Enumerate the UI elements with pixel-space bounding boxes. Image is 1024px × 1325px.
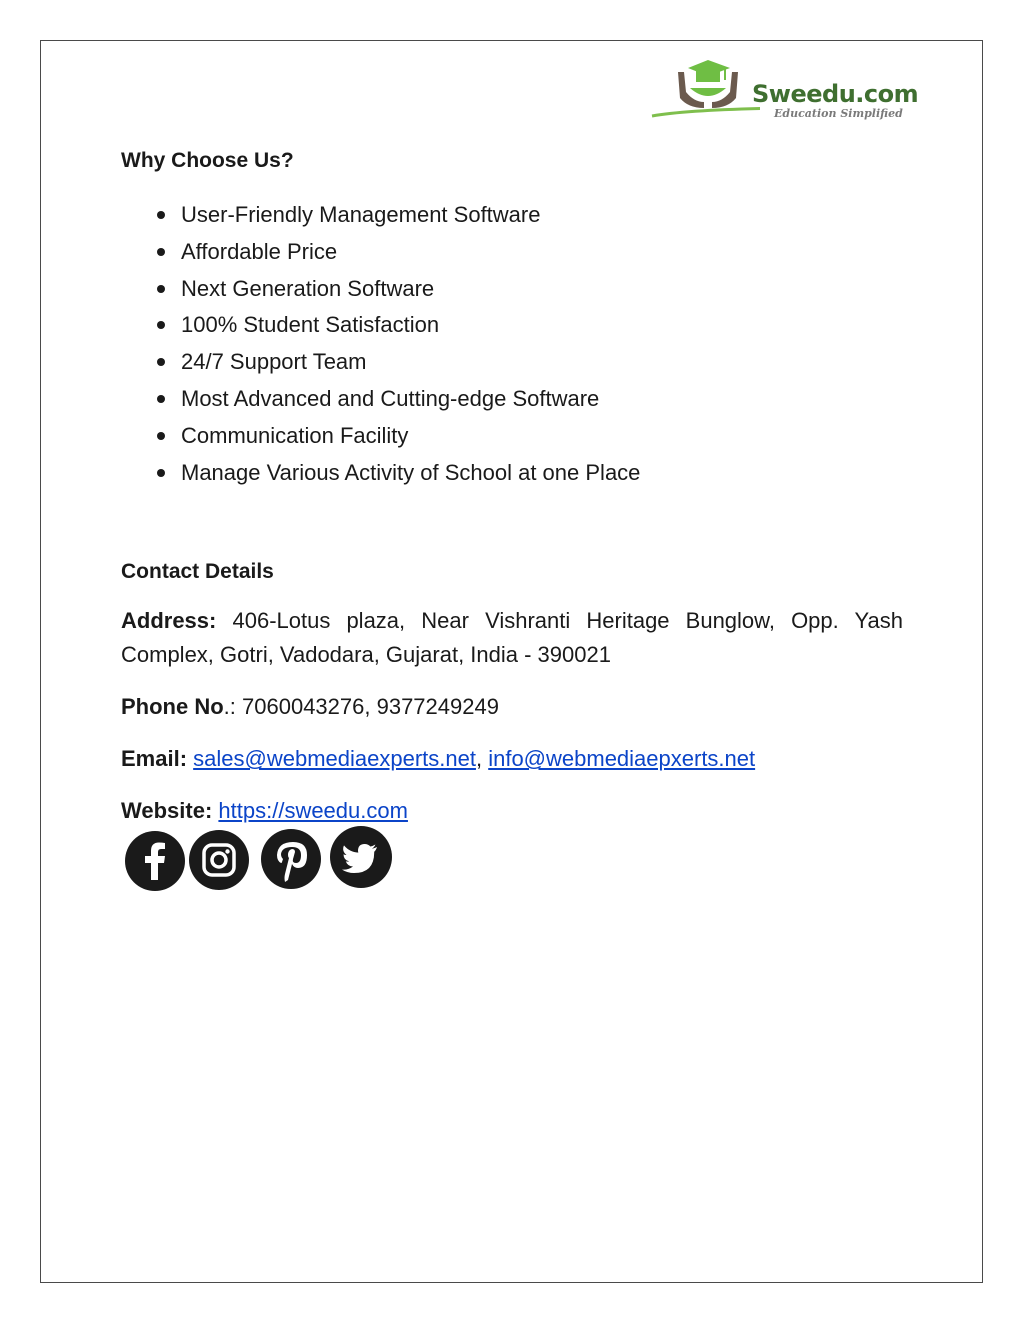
why-choose-heading: Why Choose Us? — [121, 149, 294, 172]
list-item-text: User-Friendly Management Software — [181, 202, 541, 227]
website-label: Website: — [121, 798, 213, 824]
website-link[interactable]: https://sweedu.com — [218, 798, 408, 824]
bullet-icon — [157, 432, 165, 440]
phone-label: Phone No — [121, 694, 224, 720]
bullet-icon — [157, 358, 165, 366]
list-item — [157, 455, 903, 492]
contact-details-heading: Contact Details — [121, 560, 274, 584]
address-line — [121, 604, 903, 672]
list-item — [157, 234, 903, 271]
bullet-icon — [157, 469, 165, 477]
list-item-text: Most Advanced and Cutting-edge Software — [181, 385, 600, 411]
logo-tagline: Education Simplified — [774, 107, 903, 120]
list-item-text: Affordable Price — [181, 238, 338, 264]
bullet-icon — [157, 248, 165, 256]
website-line — [121, 794, 903, 828]
graduation-cap-hands-icon — [650, 58, 760, 122]
list-item — [157, 307, 903, 344]
facebook-icon[interactable] — [124, 830, 186, 892]
logo-brand-text: Sweedu.com — [752, 80, 919, 108]
bullet-icon — [157, 395, 165, 403]
phone-value: 7060043276, 9377249249 — [242, 694, 499, 720]
list-item-text: 24/7 Support Team — [181, 349, 367, 375]
pinterest-icon[interactable] — [260, 828, 322, 890]
list-item-text: Communication Facility — [181, 422, 409, 448]
bullet-icon — [157, 321, 165, 329]
email-line — [121, 742, 903, 776]
address-value: 406-Lotus plaza, Near Vishranti Heritage Bunglow, Opp. Yash Complex, Gotri, Vadodara, Gujarat, India - 390021 — [121, 608, 903, 668]
instagram-icon[interactable] — [188, 829, 250, 891]
email-link-sales[interactable]: sales@webmediaexperts.net — [193, 746, 476, 772]
email-separator: , — [475, 746, 489, 772]
features-list — [121, 197, 903, 491]
email-label: Email: — [121, 746, 188, 772]
list-item-text: 100% Student Satisfaction — [181, 312, 440, 338]
bullet-icon — [157, 285, 165, 293]
list-item — [157, 418, 903, 455]
social-icons — [124, 825, 404, 891]
email-link-info[interactable]: info@webmediaepxerts.net — [488, 746, 756, 772]
list-item — [157, 344, 903, 381]
phone-separator: .: — [223, 694, 243, 720]
sweedu-logo[interactable] — [650, 58, 919, 122]
list-item — [157, 197, 903, 234]
list-item-text: Manage Various Activity of School at one Place — [181, 459, 641, 485]
list-item — [157, 381, 903, 418]
list-item — [157, 271, 903, 308]
phone-line — [121, 690, 903, 724]
document-body — [121, 147, 903, 828]
bullet-icon — [157, 211, 165, 219]
list-item-text: Next Generation Software — [181, 275, 435, 301]
address-label: Address: — [121, 608, 217, 634]
twitter-icon[interactable] — [329, 825, 393, 889]
